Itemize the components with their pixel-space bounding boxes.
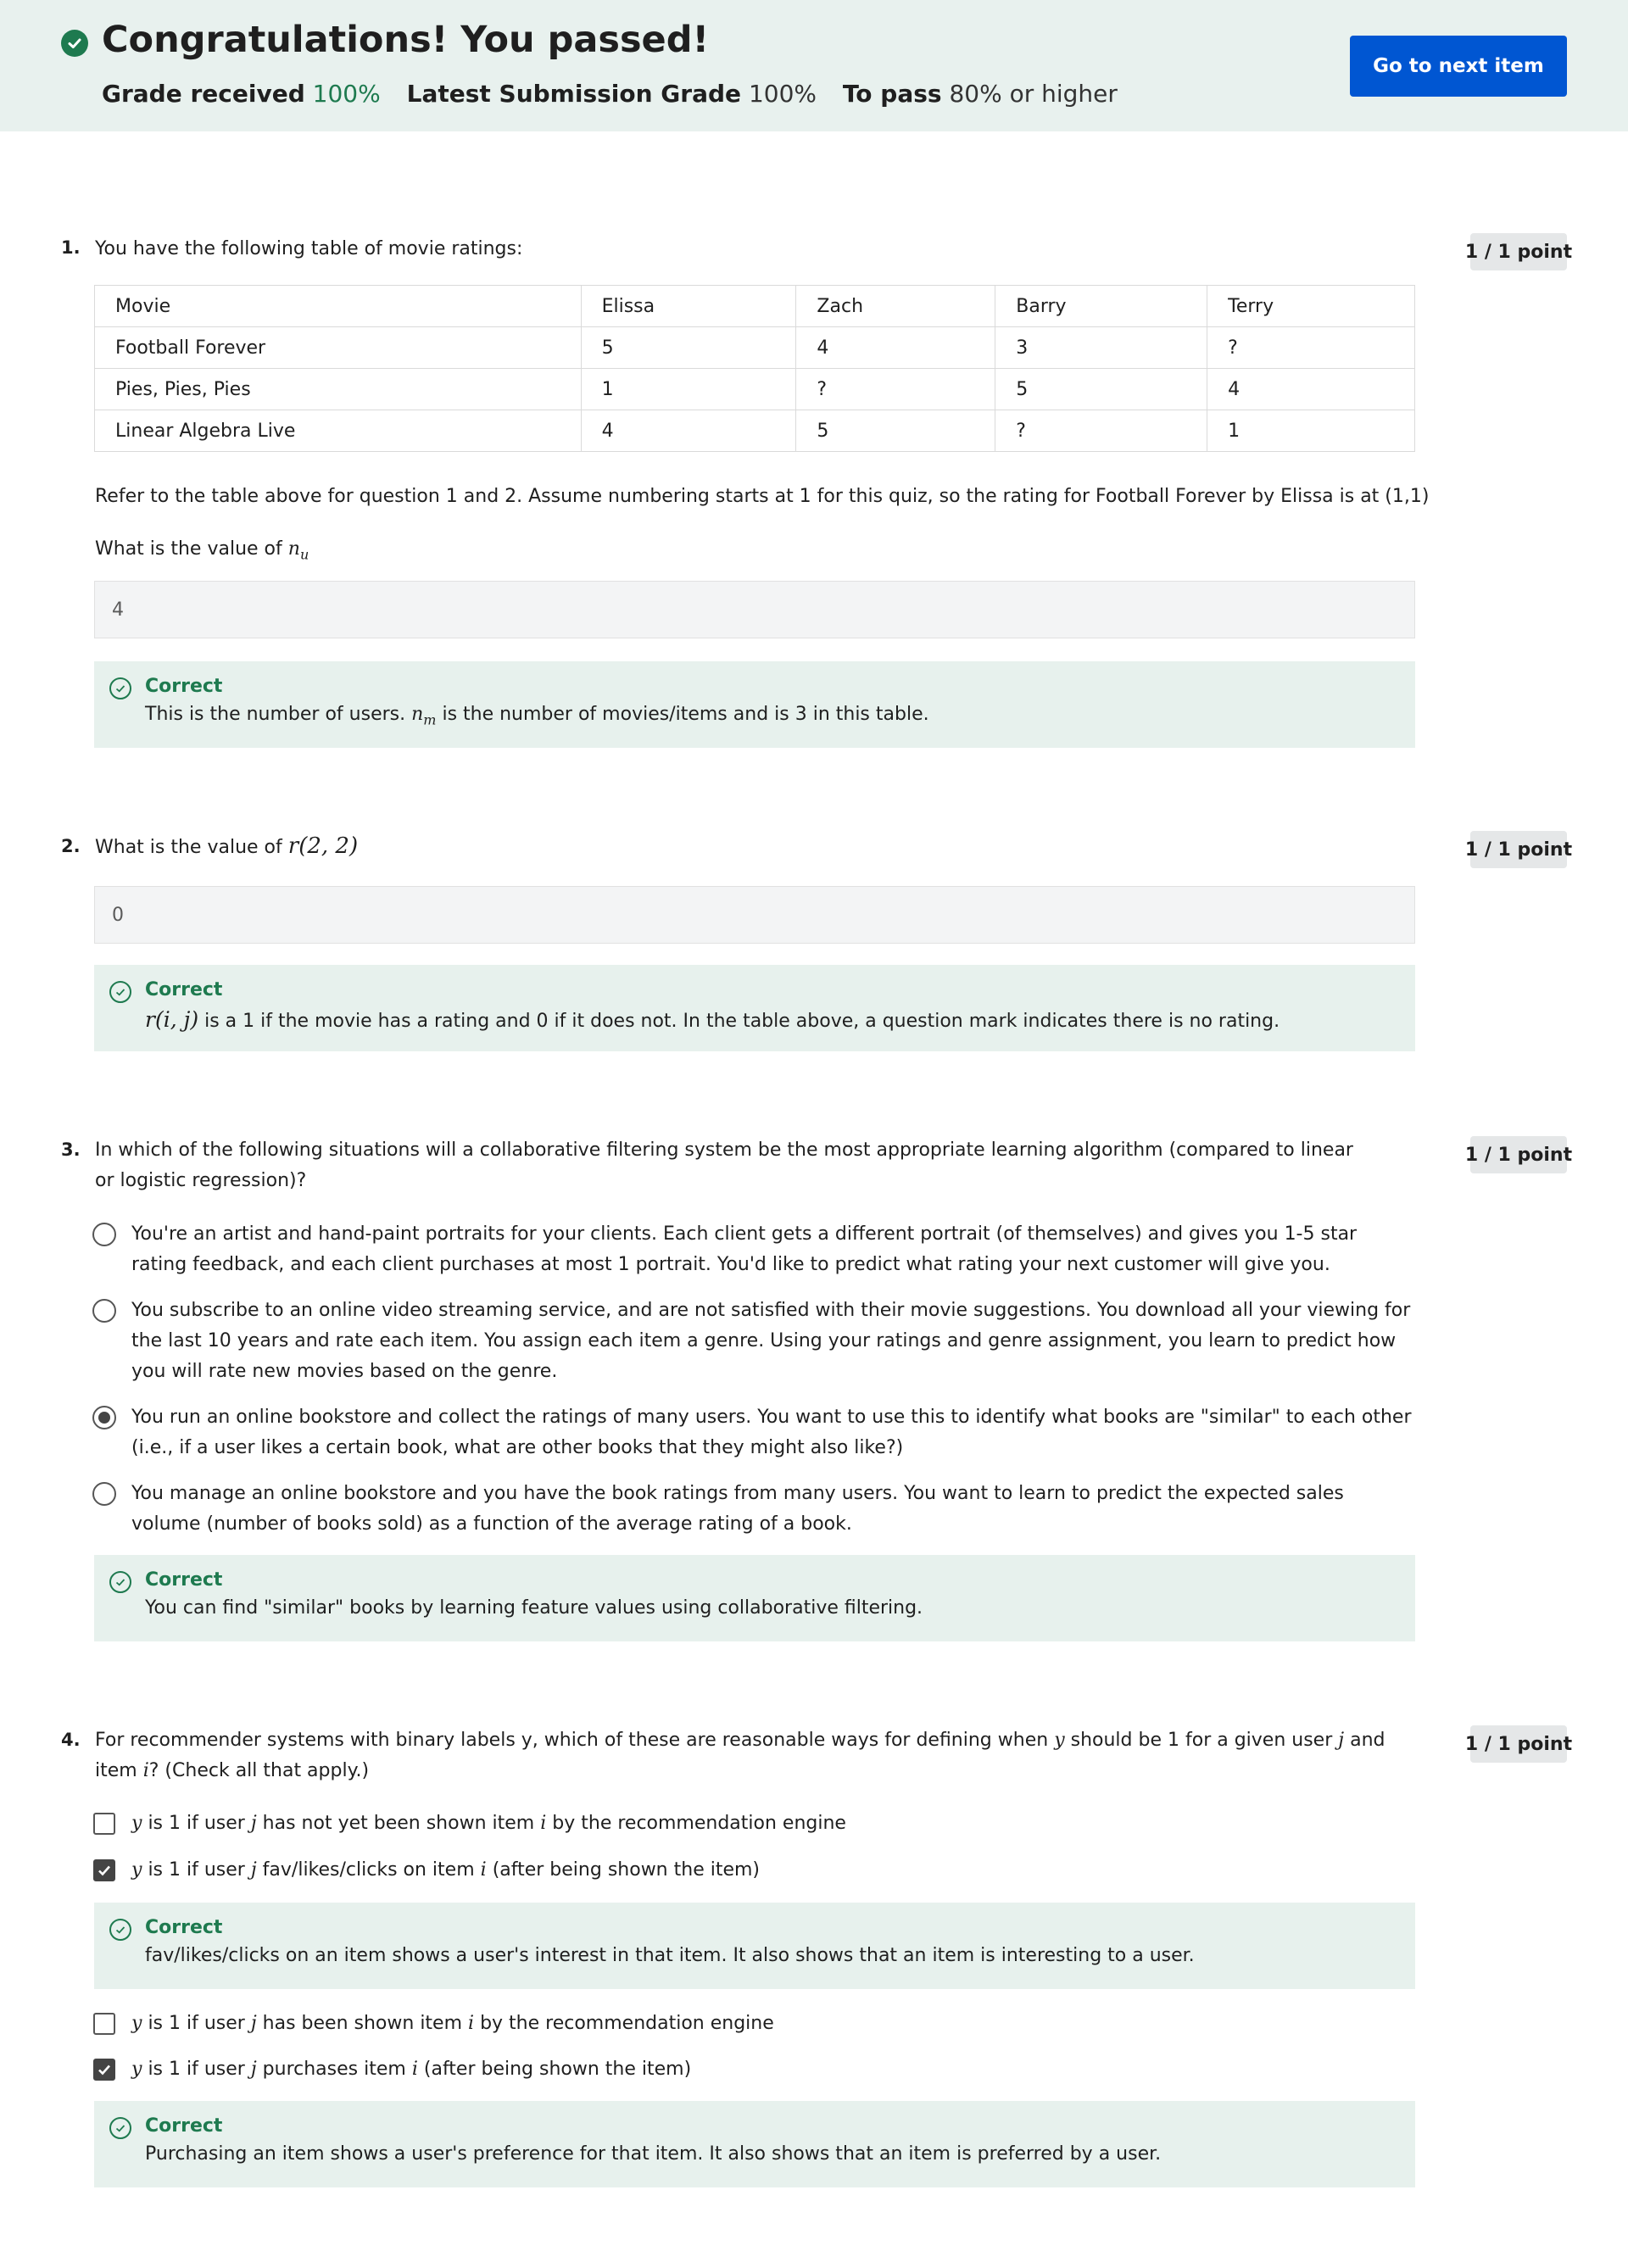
checkbox-option-1[interactable] [93, 1813, 115, 1835]
table-cell: 5 [995, 369, 1207, 410]
math-symbol: y [131, 1813, 142, 1834]
math-symbol: j [1338, 1730, 1345, 1751]
table-cell: 1 [1207, 410, 1415, 452]
math-symbol: j [250, 1859, 257, 1881]
math-symbol: y [131, 2013, 142, 2034]
ratings-table [94, 285, 1415, 452]
option-text-part: (after being shown the item) [423, 2059, 692, 2080]
math-symbol: i [540, 1813, 547, 1834]
prompt-text: For recommender systems with binary labels y, which of these are reasonable ways for defining when [95, 1730, 1049, 1751]
option-text-part: has been shown item [262, 2013, 463, 2034]
option-text-part: is 1 if user [148, 2013, 245, 2034]
math-symbol: j [250, 2059, 257, 2080]
feedback-text [145, 704, 929, 727]
table-cell: Linear Algebra Live [95, 410, 582, 452]
table-header-cell: Zach [796, 286, 995, 327]
table-header-cell: Elissa [581, 286, 796, 327]
checkbox-option-4-checked[interactable] [93, 2059, 115, 2081]
table-row [95, 369, 1415, 410]
question-number: 2. [61, 836, 81, 856]
table-header-cell: Barry [995, 286, 1207, 327]
math-subscript: u [299, 546, 309, 563]
feedback-title: Correct [145, 979, 223, 1000]
feedback-panel [94, 965, 1415, 1051]
prompt-text: What is the value of [95, 538, 282, 560]
table-header-cell: Movie [95, 286, 582, 327]
option-text-part: by the recommendation engine [552, 1813, 846, 1834]
feedback-text: You can find "similar" books by learning feature values using collaborative filtering. [145, 1597, 923, 1619]
question-text: In which of the following situations will a collaborative filtering system be the most appropriate learning algorithm (compared to linear or logistic regression)? [95, 1140, 1353, 1191]
banner-title: Congratulations! You passed! [102, 19, 710, 61]
table-header-row [95, 286, 1415, 327]
table-cell: 4 [581, 410, 796, 452]
table-cell: 4 [1207, 369, 1415, 410]
checkbox-option-3[interactable] [93, 2013, 115, 2035]
table-header-cell: Terry [1207, 286, 1415, 327]
math-symbol: y [131, 2059, 142, 2080]
points-badge: 1 / 1 point [1470, 831, 1567, 868]
radio-option-3-selected[interactable] [92, 1406, 116, 1429]
feedback-text: fav/likes/clicks on an item shows a user's interest in that item. It also shows that an item is interesting to a user. [145, 1945, 1195, 1966]
table-cell: ? [995, 410, 1207, 452]
feedback-panel [94, 661, 1415, 748]
math-symbol: j [250, 1813, 257, 1834]
feedback-title: Correct [145, 1569, 223, 1591]
result-banner [0, 0, 1628, 131]
check-circle-icon [109, 981, 131, 1003]
table-cell: 1 [581, 369, 796, 410]
math-symbol: n [287, 538, 300, 560]
option-text: You manage an online bookstore and you have the book ratings from many users. You want to learn to predict the expected sales volume (number of books sold) as a function of the average rating of a book. [131, 1483, 1344, 1535]
math-symbol: i [142, 1760, 149, 1781]
check-circle-icon [61, 30, 88, 57]
answer-input[interactable]: 4 [94, 581, 1415, 638]
table-cell: 5 [796, 410, 995, 452]
feedback-title: Correct [145, 676, 223, 697]
feedback-panel [94, 2101, 1415, 2187]
question-number: 1. [61, 237, 81, 258]
latest-grade-value: 100% [748, 80, 817, 108]
option-text-part: by the recommendation engine [480, 2013, 774, 2034]
math-symbol: n [411, 704, 424, 725]
feedback-panel [94, 1903, 1415, 1989]
math-expression: r(i, j) [145, 1007, 199, 1032]
check-circle-icon [109, 677, 131, 699]
math-symbol: j [250, 2013, 257, 2034]
option-text-part: has not yet been shown item [262, 1813, 535, 1834]
question-text [95, 831, 358, 863]
math-symbol: i [411, 2059, 418, 2080]
prompt-text: and item [95, 1730, 1385, 1781]
option-text [131, 2054, 691, 2085]
option-text: You run an online bookstore and collect the ratings of many users. You want to use this to identify what books are "similar" to each other (i.e., if a user likes a certain book, what are other books that they might also like?) [131, 1407, 1412, 1458]
latest-grade-label: Latest Submission Grade [406, 80, 742, 108]
check-circle-icon [109, 1919, 131, 1941]
go-to-next-item-button[interactable]: Go to next item [1350, 36, 1567, 97]
check-circle-icon [109, 2117, 131, 2139]
option-text [131, 2009, 774, 2039]
question-prompt [95, 534, 309, 570]
question-number: 3. [61, 1140, 81, 1160]
table-cell: 3 [995, 327, 1207, 369]
option-text-part: is 1 if user [148, 2059, 245, 2080]
radio-option-4[interactable] [92, 1482, 116, 1506]
refer-text: Refer to the table above for question 1 and 2. Assume numbering starts at 1 for this quiz, so the rating for Football Forever by Elissa is at (1,1) [95, 486, 1430, 507]
feedback-panel [94, 1555, 1415, 1641]
radio-option-1[interactable] [92, 1223, 116, 1246]
math-subscript: m [423, 711, 437, 728]
option-text-part: purchases item [262, 2059, 406, 2080]
question-number: 4. [61, 1730, 81, 1750]
to-pass-value: 80% or higher [949, 80, 1118, 108]
feedback-text-part: This is the number of users. [145, 704, 406, 725]
table-cell: ? [796, 369, 995, 410]
option-text [131, 1855, 760, 1886]
table-cell: Football Forever [95, 327, 582, 369]
prompt-text: ? (Check all that apply.) [148, 1760, 370, 1781]
feedback-text-part: is a 1 if the movie has a rating and 0 if it does not. In the table above, a question mark indicates there is no rating. [204, 1011, 1280, 1032]
option-text: You subscribe to an online video streaming service, and are not satisfied with their movie suggestions. You download all your viewing for the last 10 years and rate each item. You assign each item a genre. Using your ratings and genre assignment, you learn to predict how you will rate new movies based on the genre. [131, 1300, 1411, 1382]
feedback-text [145, 1007, 1280, 1032]
option-text-part: fav/likes/clicks on item [262, 1859, 475, 1881]
grade-received-label: Grade received [102, 80, 305, 108]
option-text-part: is 1 if user [148, 1813, 245, 1834]
question-text: You have the following table of movie ratings: [95, 238, 523, 259]
math-expression: r(2, 2) [287, 833, 359, 859]
math-symbol: y [1054, 1730, 1065, 1751]
table-row [95, 327, 1415, 369]
checkmark-icon [97, 2062, 112, 2077]
math-symbol: y [131, 1859, 142, 1881]
answer-input[interactable]: 0 [94, 886, 1415, 944]
table-row [95, 410, 1415, 452]
prompt-text: What is the value of [95, 837, 282, 858]
option-text-part: is 1 if user [148, 1859, 245, 1881]
feedback-text-part: is the number of movies/items and is 3 in this table. [442, 704, 929, 725]
feedback-title: Correct [145, 2115, 223, 2137]
option-text [131, 1808, 846, 1839]
math-symbol: i [480, 1859, 487, 1881]
table-cell: ? [1207, 327, 1415, 369]
to-pass-label: To pass [842, 80, 942, 108]
checkmark-icon [97, 1863, 112, 1878]
feedback-title: Correct [145, 1917, 223, 1938]
table-cell: Pies, Pies, Pies [95, 369, 582, 410]
grade-received-value: 100% [312, 80, 381, 108]
feedback-text: Purchasing an item shows a user's preference for that item. It also shows that an item is preferred by a user. [145, 2143, 1162, 2165]
question-text [95, 1725, 1401, 1786]
points-badge: 1 / 1 point [1470, 1136, 1567, 1173]
table-cell: 5 [581, 327, 796, 369]
check-circle-icon [109, 1571, 131, 1593]
table-cell: 4 [796, 327, 995, 369]
points-badge: 1 / 1 point [1470, 233, 1567, 270]
math-symbol: i [468, 2013, 475, 2034]
option-text-part: (after being shown the item) [492, 1859, 761, 1881]
grade-summary [102, 80, 1136, 108]
option-text: You're an artist and hand-paint portraits for your clients. Each client gets a different portrait (of themselves) and gives you 1-5 star rating feedback, and each client purchases at most 1 portrait. You'd like to predict what rating your next customer will give you. [131, 1223, 1358, 1275]
points-badge: 1 / 1 point [1470, 1725, 1567, 1763]
checkbox-option-2-checked[interactable] [93, 1859, 115, 1881]
prompt-text: should be 1 for a given user [1070, 1730, 1333, 1751]
radio-option-2[interactable] [92, 1299, 116, 1323]
